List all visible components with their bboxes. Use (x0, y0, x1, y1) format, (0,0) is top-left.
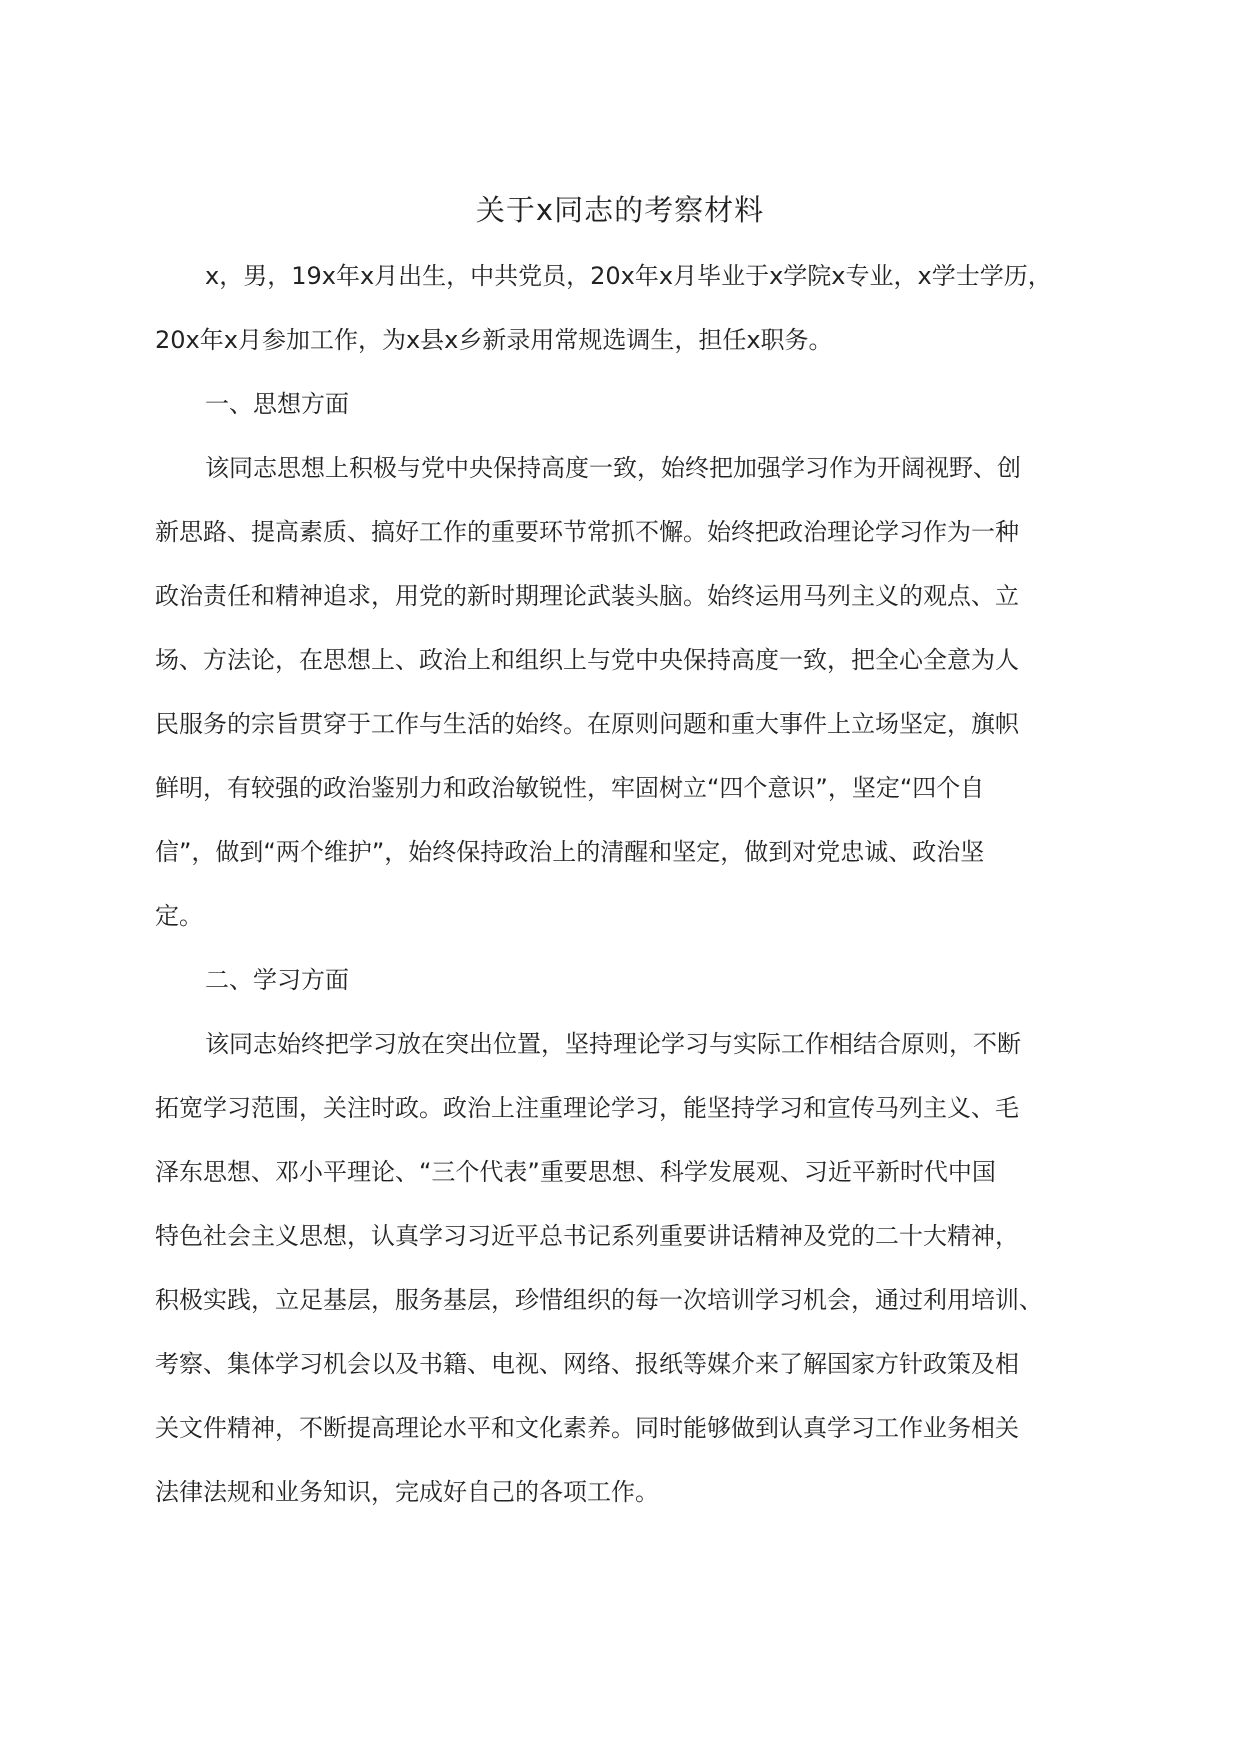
study-paragraph-line-3: 泽东思想、邓小平理论、“三个代表”重要思想、科学发展观、习近平新时代中国 (155, 1158, 996, 1186)
study-paragraph-line-8: 法律法规和业务知识，完成好自己的各项工作。 (155, 1478, 659, 1506)
thought-paragraph-line-7: 信”，做到“两个维护”，始终保持政治上的清醒和坚定，做到对党忠诚、政治坚 (155, 838, 985, 866)
thought-paragraph-line-6: 鲜明，有较强的政治鉴别力和政治敏锐性，牢固树立“四个意识”，坚定“四个自 (155, 774, 985, 802)
section-heading-thought: 一、思想方面 (205, 390, 349, 418)
thought-paragraph-line-8: 定。 (155, 902, 203, 930)
thought-paragraph-line-3: 政治责任和精神追求，用党的新时期理论武装头脑。始终运用马列主义的观点、立 (155, 582, 1019, 610)
study-paragraph-line-4: 特色社会主义思想，认真学习习近平总书记系列重要讲话精神及党的二十大精神， (155, 1222, 1019, 1250)
study-paragraph-line-7: 关文件精神，不断提高理论水平和文化素养。同时能够做到认真学习工作业务相关 (155, 1414, 1019, 1442)
thought-paragraph-line-2: 新思路、提高素质、搞好工作的重要环节常抓不懈。始终把政治理论学习作为一种 (155, 518, 1019, 546)
intro-line-2: 20x年x月参加工作，为x县x乡新录用常规选调生，担任x职务。 (155, 326, 833, 354)
thought-paragraph-line-4: 场、方法论，在思想上、政治上和组织上与党中央保持高度一致，把全心全意为人 (155, 646, 1019, 674)
study-paragraph-line-5: 积极实践，立足基层，服务基层，珍惜组织的每一次培训学习机会，通过利用培训、 (155, 1286, 1043, 1314)
study-paragraph-line-2: 拓宽学习范围，关注时政。政治上注重理论学习，能坚持学习和宣传马列主义、毛 (155, 1094, 1019, 1122)
study-paragraph-line-1: 该同志始终把学习放在突出位置，坚持理论学习与实际工作相结合原则，不断 (205, 1030, 1021, 1058)
thought-paragraph-line-1: 该同志思想上积极与党中央保持高度一致，始终把加强学习作为开阔视野、创 (205, 454, 1021, 482)
thought-paragraph-line-5: 民服务的宗旨贯穿于工作与生活的始终。在原则问题和重大事件上立场坚定，旗帜 (155, 710, 1019, 738)
document-title: 关于x同志的考察材料 (475, 193, 765, 227)
intro-line-1: x，男，19x年x月出生，中共党员，20x年x月毕业于x学院x专业，x学士学历， (205, 262, 1052, 290)
study-paragraph-line-6: 考察、集体学习机会以及书籍、电视、网络、报纸等媒介来了解国家方针政策及相 (155, 1350, 1019, 1378)
section-heading-study: 二、学习方面 (205, 966, 349, 994)
